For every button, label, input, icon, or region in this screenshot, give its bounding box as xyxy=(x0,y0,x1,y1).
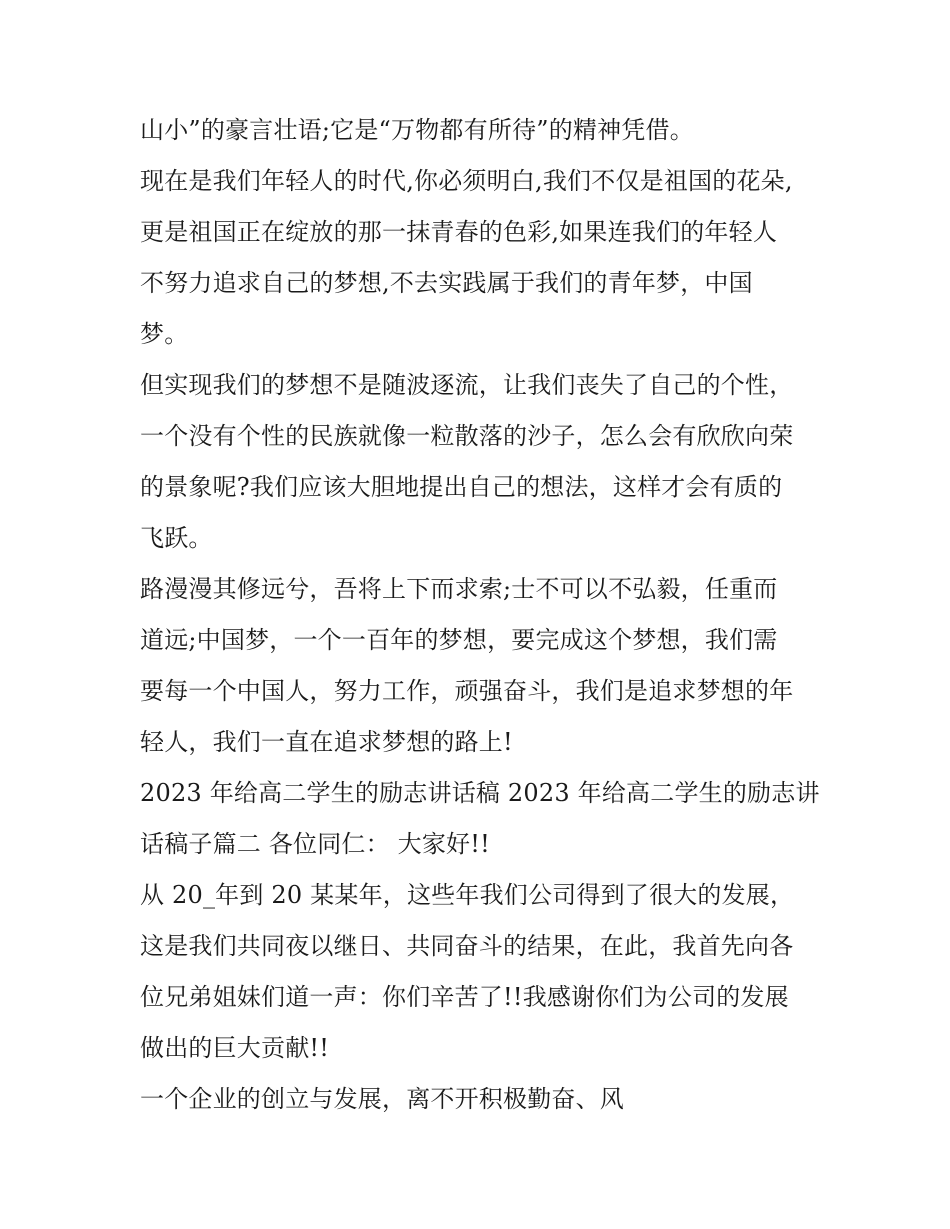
text-line: 不努力追求自己的梦想,不去实践属于我们的青年梦，中国 xyxy=(140,269,753,297)
text-line: 路漫漫其修远兮，吾将上下而求索;士不可以不弘毅，任重而 xyxy=(140,575,778,603)
text-line: 山小”的豪言壮语;它是“万物都有所待”的精神凭借。 xyxy=(140,116,694,144)
text-line: 但实现我们的梦想不是随波逐流，让我们丧失了自己的个性， xyxy=(140,371,794,399)
text-line: 道远;中国梦，一个一百年的梦想，要完成这个梦想，我们需 xyxy=(140,626,778,654)
text-line: 一个企业的创立与发展，离不开积极勤奋、风 xyxy=(140,1085,624,1113)
text-line: 现在是我们年轻人的时代,你必须明白,我们不仅是祖国的花朵, xyxy=(140,167,793,195)
text-line: 要每一个中国人，努力工作，顽强奋斗，我们是追求梦想的年 xyxy=(140,677,794,705)
text-line: 飞跃。 xyxy=(140,524,213,552)
text-line: 更是祖国正在绽放的那一抹青春的色彩,如果连我们的年轻人 xyxy=(140,218,778,246)
text-line: 轻人，我们一直在追求梦想的路上! xyxy=(140,728,513,756)
text-line: 2023 年给高二学生的励志讲话稿 2023 年给高二学生的励志讲 xyxy=(140,779,820,807)
text-line: 这是我们共同夜以继日、共同奋斗的结果，在此，我首先向各 xyxy=(140,932,794,960)
text-line: 位兄弟姐妹们道一声：你们辛苦了!!我感谢你们为公司的发展 xyxy=(140,983,789,1011)
text-line: 做出的巨大贡献!! xyxy=(140,1034,330,1062)
body-text xyxy=(140,105,830,1125)
text-line: 一个没有个性的民族就像一粒散落的沙子，怎么会有欣欣向荣 xyxy=(140,422,794,450)
text-line: 的景象呢?我们应该大胆地提出自己的想法，这样才会有质的 xyxy=(140,473,783,501)
text-line: 话稿子篇二 各位同仁： 大家好!! xyxy=(140,830,490,858)
text-line: 梦。 xyxy=(140,320,189,348)
text-line: 从 20_年到 20 某某年，这些年我们公司得到了很大的发展， xyxy=(140,881,795,909)
